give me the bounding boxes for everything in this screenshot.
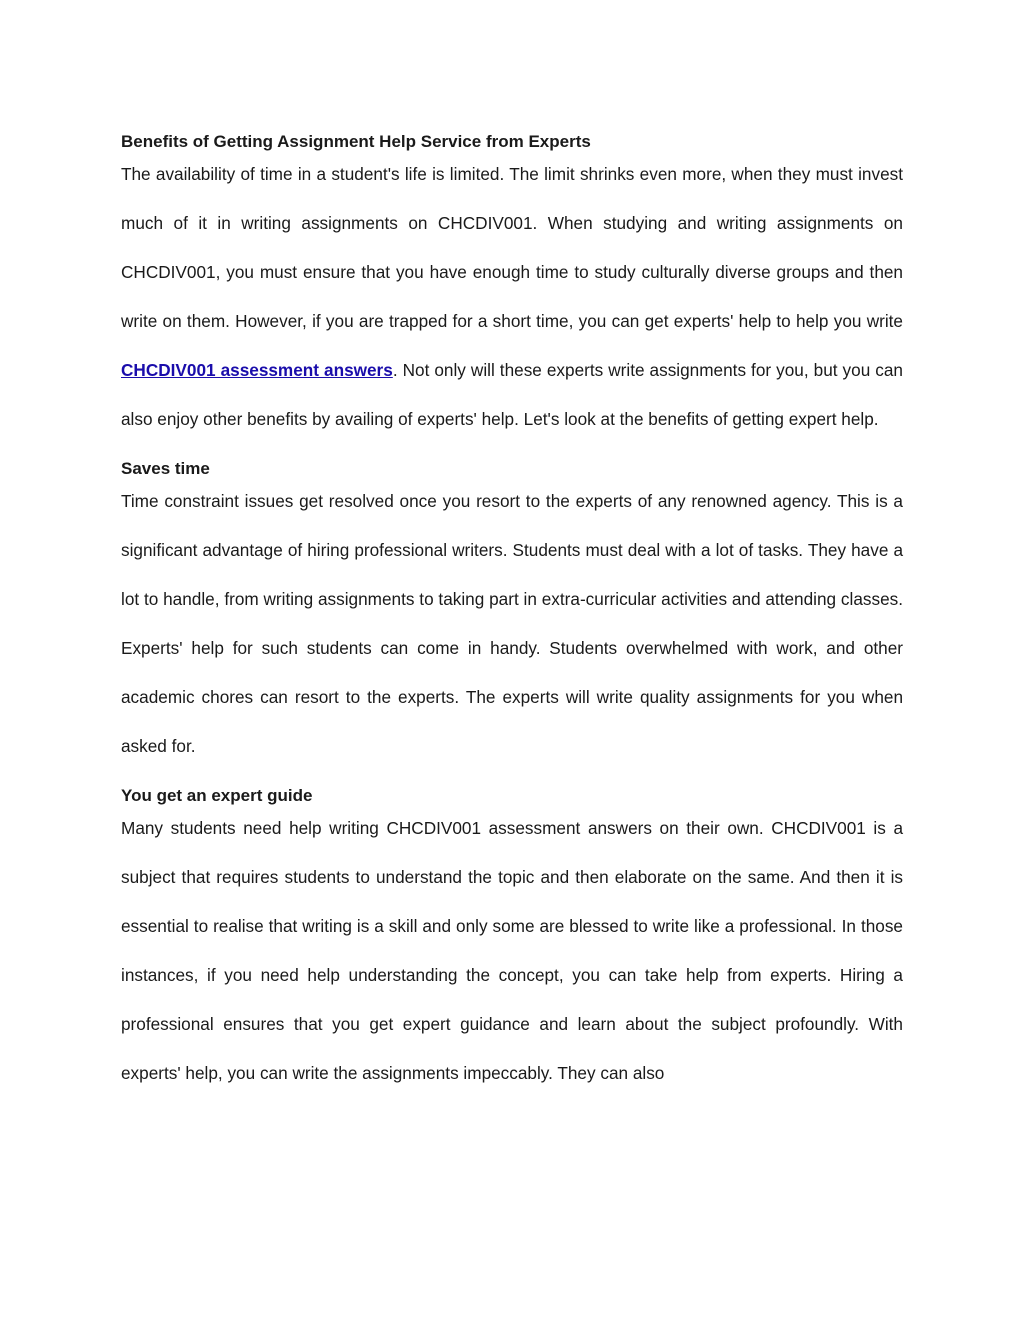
section-heading-saves-time: Saves time xyxy=(121,459,210,478)
section-body-expert-guide: Many students need help writing CHCDIV001 assessment answers on their own. CHCDIV001 is a subject that requires students to understand the topic and then elaborate on the same. And then it is essential to realise that writing is a skill and only some are blessed to write like a professional. In those instances, if you need help understanding the concept, you can take help from experts. Hiring a professional ensures that you get expert guidance and learn about the subject profoundly. With experts' help, you can write the assignments impeccably. They can also xyxy=(121,818,903,1083)
intro-paragraph xyxy=(121,150,903,444)
document-page xyxy=(121,117,903,1098)
document-title: Benefits of Getting Assignment Help Service from Experts xyxy=(121,132,591,151)
section-body-saves-time: Time constraint issues get resolved once you resort to the experts of any renowned agency. This is a significant advantage of hiring professional writers. Students must deal with a lot of tasks. They have a lot to handle, from writing assignments to taking part in extra-curricular activities and attending classes. Experts' help for such students can come in handy. Students overwhelmed with work, and other academic chores can resort to the experts. The experts will write quality assignments for you when asked for. xyxy=(121,491,903,756)
intro-text-after-link: . Not only will these experts write assignments for you, but you can also enjoy other benefits by availing of experts' help. Let's look at the benefits of getting expert help. xyxy=(121,360,903,429)
intro-text-before-link: The availability of time in a student's life is limited. The limit shrinks even more, when they must invest much of it in writing assignments on CHCDIV001. When studying and writing assignments on CHCDIV001, you must ensure that you have enough time to study culturally diverse groups and then write on them. However, if you are trapped for a short time, you can get experts' help to help you write xyxy=(121,164,903,331)
section-heading-expert-guide: You get an expert guide xyxy=(121,786,313,805)
chcdiv001-answers-link[interactable]: CHCDIV001 assessment answers xyxy=(121,360,393,380)
